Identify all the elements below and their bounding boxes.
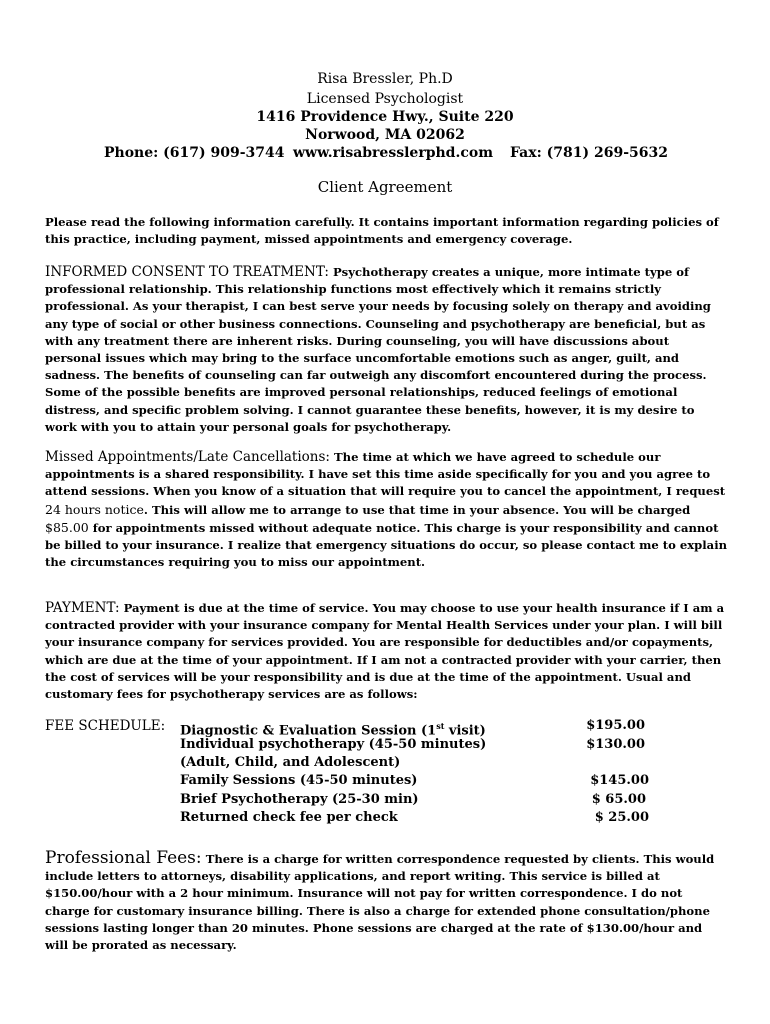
fee-superscript: st	[436, 721, 445, 731]
fee-amount-family: $145.00	[590, 773, 649, 788]
missed-appointments-body-1: The time at which we have agreed to schedule our appointments is a shared responsibility. I have set this time aside specifically for you and you agree to attend sessions. When you know of a situation that will require you to cancel the appointment, I request	[45, 450, 726, 499]
address-line-1: 1416 Providence Hwy., Suite 220	[256, 109, 514, 125]
missed-appointments-body-2: . This will allow me to arrange to use that time in your absence. You will be charged	[143, 502, 691, 517]
missed-appointments-body-3: for appointments missed without adequate notice. This charge is your responsibility and cannot be billed to your insurance. I realize that emergency situations do occur, so please contact me to explain the circumstances requiring you to miss our appointment.	[45, 520, 728, 570]
fee-amount-returned-check: $ 25.00	[594, 810, 649, 825]
informed-consent-body: Psychotherapy creates a unique, more intimate type of professional relationship. This relationship functions most effectively which it remains strictly professional. As your therapist, I can best serve your needs by focusing solely on therapy and avoiding any type of social or other business connections. Counseling and psychotherapy are beneficial, but as with any treatment there are inherent risks. During counseling, you will have discussions about personal issues which may bring to the surface uncomfortable emotions such as anger, guilt, and sadness. The benefits of counseling can far outweigh any discomfort encountered during the process. Some of the possible benefits are improved personal relationships, reduced feelings of emotional distress, and specific problem solving. I cannot guarantee these benefits, however, it is my desire to work with you to attain your personal goals for psychotherapy.	[45, 265, 711, 434]
fee-desc-brief: Brief Psychotherapy (25-30 min)	[180, 792, 419, 807]
payment-body: Payment is due at the time of service. You may choose to use your health insurance if I am a contracted provider with your insurance company for Mental Health Services under your plan. I will bill your insurance company for services provided. You are responsible for deductibles and/or copayments, which are due at the time of your appointment. If I am not a contracted provider with your carrier, then the cost of services will be your responsibility and is due at the time of the appointment. Usual and customary fees for psychotherapy services are as follows:	[45, 601, 725, 702]
fee-desc-diagnostic-end: visit)	[444, 723, 486, 739]
fee-amount-diagnostic: $195.00	[586, 718, 645, 733]
fee-desc-family: Family Sessions (45-50 minutes)	[180, 773, 418, 788]
professional-fees-heading: Professional Fees:	[45, 848, 202, 868]
informed-consent-heading: INFORMED CONSENT TO TREATMENT:	[45, 264, 329, 280]
document-title: Client Agreement	[317, 178, 453, 196]
fee-desc-diagnostic: Diagnostic & Evaluation Session (1	[180, 723, 437, 739]
payment-section	[45, 600, 729, 703]
fax-number: Fax: (781) 269-5632	[510, 145, 668, 161]
practitioner-name: Risa Bressler, Ph.D	[317, 71, 453, 87]
professional-fees-body: There is a charge for written correspondence requested by clients. This would include letters to attorneys, disability applications, and report writing. This service is billed at $150.00/hour with a 2 hour minimum. Insurance will not pay for written correspondence. I do not charge for customary insurance billing. There is also a charge for extended phone consultation/phone sessions lasting longer than 20 minutes. Phone sessions are charged at the rate of $130.00/hour and will be prorated as necessary.	[45, 852, 715, 953]
professional-fees-section	[45, 850, 729, 954]
informed-consent-section	[45, 264, 729, 436]
fee-amount-brief: $ 65.00	[591, 792, 646, 807]
fee-desc-individual-note: (Adult, Child, and Adolescent)	[180, 755, 401, 770]
practitioner-title: Licensed Psychologist	[306, 91, 464, 107]
address-line-2: Norwood, MA 02062	[305, 127, 465, 143]
fee-desc-returned-check: Returned check fee per check	[180, 810, 398, 825]
fee-schedule-label: FEE SCHEDULE:	[45, 718, 166, 734]
fee-desc-individual: Individual psychotherapy (45-50 minutes)	[180, 737, 487, 752]
phone-number: Phone: (617) 909-3744	[104, 145, 285, 161]
missed-appointment-fee: $85.00	[45, 519, 89, 535]
notice-period: 24 hours notice	[45, 501, 144, 517]
intro-paragraph: Please read the following information carefully. It contains important information regarding policies of this practice, including payment, missed appointments and emergency coverage.	[45, 215, 719, 247]
payment-heading: PAYMENT:	[45, 600, 120, 616]
website-link[interactable]: www.risabresslerphd.com	[293, 145, 494, 161]
missed-appointments-section	[45, 449, 729, 571]
fee-amount-individual: $130.00	[586, 737, 645, 752]
missed-appointments-heading: Missed Appointments/Late Cancellations:	[45, 449, 330, 465]
